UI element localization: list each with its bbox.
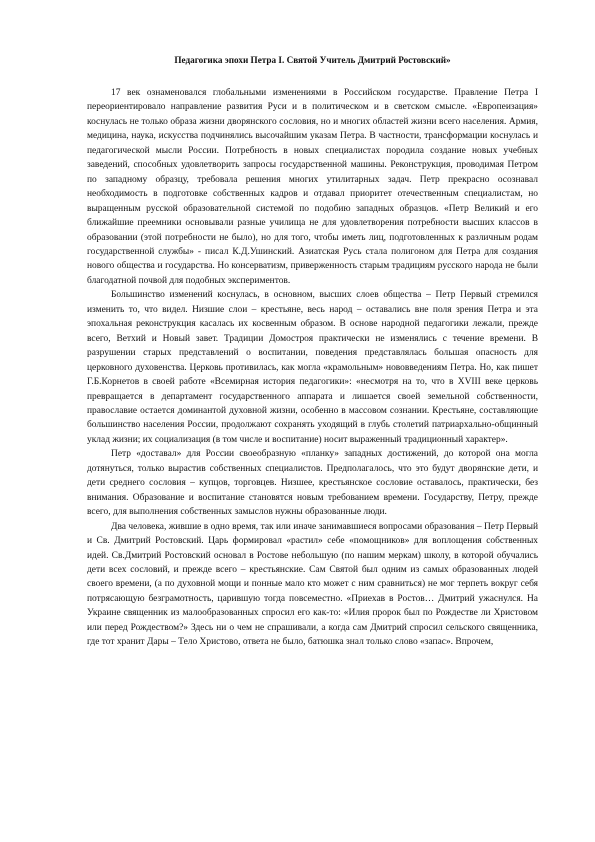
paragraph-4: Два человека, жившие в одно время, так или иначе занимавшиеся вопросами образования – Петр Первый и Св. Дмитрий Ростовский. Царь формировал «растил» себе «помощников» для воплощения собственных идей. Св.Дмитрий Ростовский основал в Ростове небольшую (по нашим меркам) школу, в которой обучались дети всех сословий, и прежде всего – крестьянские. Сам Святой был одним из самых образованных людей своего времени, (а по духовной мощи и понные мало кто может с ним сравниться) не мог терпеть вокруг себя потрясающую безграмотность, царившую тогда повсеместно. «Приехав в Ростов… Дмитрий ужаснулся. На Украине священник из малообразованных спросил его как-то: «Илия пророк был по Рождестве ли Христовом или перед Рождеством?» Здесь ни о чем не спрашивали, а когда сам Дмитрий спросил сельского священника, где тот хранит Дары – Тело Христово, ответа не было, батюшка знал только слово «запас». Впрочем, (87, 521, 538, 648)
document-body (87, 86, 538, 650)
paragraph-1: 17 век ознаменовался глобальными изменениями в Российском государстве. Правление Петра I переориентировало направление развития Руси и в политическом и в светском смысле. «Европеизация» коснулась не только образа жизни дворянского сословия, но и многих областей жизни всего населения. Армия, медицина, наука, искусства подчинялись высочайшим указам Петра. В частности, трансформации коснулась и педагогической мысли России. Потребность в новых специалистах породила создание новых учебных заведений, способных удовлетворить запросы государственной машины. Реконструкция, проводимая Петром по западному образцу, требовала решения многих утилитарных задач. Петр прекрасно осознавал необходимость в подготовке собственных кадров и отдавал приоритет отечественным специалистам, но выращенным русской образовательной системой по подобию западных образцов. «Петр Великий и его ближайшие преемники основывали разные училища не для удовлетворения потребности высших классов в образовании (этой потребности не было), но для того, чтобы иметь лиц, подготовленных к различным родам государственной службы» - писал К.Д.Ушинский. Азиатская Русь стала полигоном для Петра для создания нового общества и государства. Но консерватизм, приверженность старым традициям русского народа не были благодатной почвой для подобных экспериментов. (87, 88, 538, 286)
document-title: Педагогика эпохи Петра I. Святой Учитель Дмитрий Ростовский» (174, 55, 451, 65)
paragraph-2: Большинство изменений коснулась, в основном, высших слоев общества – Петр Первый стремился изменить то, что видел. Низшие слои – крестьяне, весь народ – оставались вне поля зрения Петра и эта эпохальная реконструкция касалась их косвенным образом. В основе народной педагогики лежали, прежде всего, Ветхий и Новый завет. Традиции Домостроя практически не изменялись с течение времени. В разрушении старых представлений о воспитании, поведения представлялась большая опасность для церковного духовенства. Церковь противилась, как могла «крамольным» нововведениям Петра. Но, как пишет Г.Б.Корнетов в своей работе «Всемирная история педагогики»: «несмотря на то, что в XVIII веке церковь превращается в департамент государственного аппарата и лишается своей земельной собственности, православие остается доминантой духовной жизни, особенно в массовом сознании. Крестьяне, составляющие большинство населения России, продолжают сохранять уходящий в глубь столетий патриархально-общинный уклад жизни; их социализация (в том числе и воспитание) носит выраженный традиционный характер». (87, 290, 538, 445)
paragraph-3: Петр «доставал» для России своеобразную «планку» западных достижений, до которой она могла дотянуться, только вырастив собственных специалистов. Предполагалось, что это будут дворянские дети, и дети среднего сословия – купцов, торговцев. Низшее, крестьянское сословие оставалось, практически, без внимания. Образование и воспитание становятся новым требованием времени. Государству, Петру, прежде всего, для выполнения собственных замыслов нужны образованные люди. (87, 449, 538, 518)
